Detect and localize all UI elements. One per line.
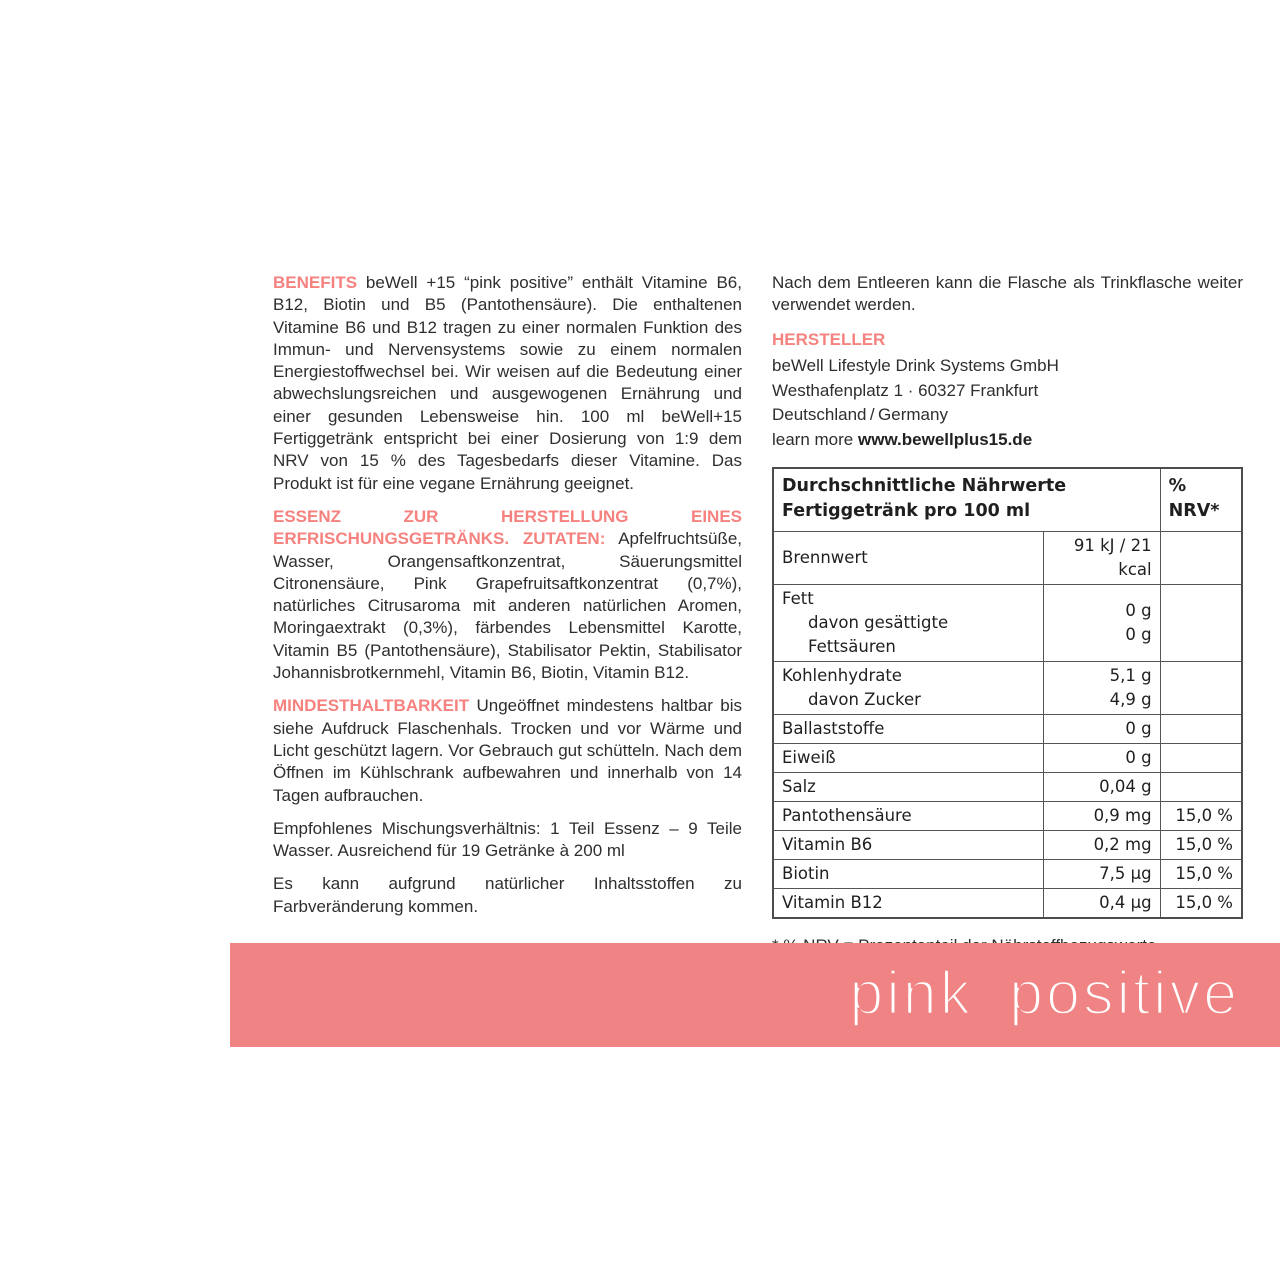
row-value: 0 g	[1125, 718, 1152, 738]
table-row-vitamin-b12	[773, 888, 1242, 918]
banner-title: pink positive	[849, 959, 1240, 1027]
bottle-reuse-paragraph: Nach dem Entleeren kann die Flasche als Trinkflasche weiter verwendet werden.	[772, 273, 1243, 315]
row-sublabel: davon gesättigte Fettsäuren	[808, 612, 949, 656]
website-url: www.bewellplus15.de	[858, 429, 1033, 449]
row-nrv: 15,0 %	[1160, 859, 1242, 888]
nrv-column-header: % NRV*	[1160, 468, 1242, 532]
row-value: 0,9 mg	[1093, 805, 1152, 825]
manufacturer-website-line	[772, 428, 1243, 453]
benefits-paragraph	[273, 272, 742, 495]
color-change-paragraph: Es kann aufgrund natürlicher Inhaltsstoffen zu Farbveränderung kommen.	[273, 874, 742, 916]
shelf-life-heading: MINDESTHALTBARKEIT	[273, 696, 470, 716]
manufacturer-country: Deutschland / Germany	[772, 405, 948, 425]
nutrition-table-title-line2: Fertiggetränk pro 100 ml	[782, 500, 1031, 521]
row-value: 0,04 g	[1099, 776, 1152, 796]
table-row-pantothensaeure	[773, 801, 1242, 830]
nutrition-table-header-row	[773, 468, 1242, 532]
mixing-ratio-paragraph: Empfohlenes Mischungsverhältnis: 1 Teil Essenz – 9 Teile Wasser. Ausreichend für 19 Getränke à 200 ml	[273, 818, 742, 861]
row-nrv	[1160, 714, 1242, 743]
pink-positive-banner	[230, 943, 1280, 1047]
nutrition-table	[772, 467, 1243, 919]
right-column	[772, 272, 1243, 968]
nutrition-table-title-cell	[773, 468, 1160, 532]
learn-more-label: learn more	[772, 429, 854, 449]
row-label: Fett	[782, 588, 814, 608]
row-label: Kohlenhydrate	[782, 665, 902, 685]
manufacturer-address: Westhafenplatz 1 · 60327 Frankfurt	[772, 380, 1039, 400]
row-value: 0,4 µg	[1099, 892, 1152, 912]
manufacturer-company: beWell Lifestyle Drink Systems GmbH	[772, 356, 1059, 376]
row-value: 0 g	[1125, 747, 1152, 767]
table-row-biotin	[773, 859, 1242, 888]
row-label: Eiweiß	[782, 747, 836, 767]
row-label: Brennwert	[782, 547, 868, 567]
row-nrv	[1160, 531, 1242, 584]
table-row-ballaststoffe	[773, 714, 1242, 743]
row-value: 0,2 mg	[1093, 834, 1152, 854]
table-row-fett	[773, 584, 1242, 661]
row-nrv	[1160, 661, 1242, 714]
row-sublabel: davon Zucker	[808, 689, 921, 709]
row-label: Vitamin B12	[782, 892, 883, 912]
row-value: 5,1 g	[1109, 665, 1152, 685]
row-value: 91 kJ / 21 kcal	[1073, 535, 1152, 579]
row-subvalue: 4,9 g	[1109, 689, 1152, 709]
table-row-vitamin-b6	[773, 830, 1242, 859]
shelf-life-text: Ungeöffnet mindestens haltbar bis siehe Aufdruck Flaschenhals. Trocken und vor Wärme und Licht geschützt lagern. Vor Gebrauch gut schütteln. Nach dem Öffnen im Kühlschrank aufbewahren und innerhalb von 14 Tagen aufbrauchen.	[273, 696, 742, 805]
table-row-brennwert	[773, 531, 1242, 584]
row-value: 7,5 µg	[1099, 863, 1152, 883]
row-nrv: 15,0 %	[1160, 888, 1242, 918]
row-label: Salz	[782, 776, 816, 796]
row-value: 0 g	[1125, 600, 1152, 620]
row-nrv	[1160, 743, 1242, 772]
nutrition-table-title-line1: Durchschnittliche Nährwerte	[782, 475, 1067, 496]
manufacturer-block	[772, 328, 1243, 453]
ingredients-paragraph	[273, 506, 742, 684]
row-nrv	[1160, 772, 1242, 801]
row-label: Vitamin B6	[782, 834, 873, 854]
ingredients-heading: ESSENZ ZUR HERSTELLUNG EINES ERFRISCHUNGSGETRÄNKS. ZUTATEN:	[273, 506, 742, 549]
table-row-kohlenhydrate	[773, 661, 1242, 714]
row-label: Pantothensäure	[782, 805, 912, 825]
benefits-heading: BENEFITS	[273, 273, 358, 292]
table-row-eiweiss	[773, 743, 1242, 772]
table-row-salz	[773, 772, 1242, 801]
row-nrv: 15,0 %	[1160, 830, 1242, 859]
row-label: Ballaststoffe	[782, 718, 885, 738]
left-column	[273, 272, 742, 929]
ingredients-text: Apfelfruchtsüße, Wasser, Orangensaftkonzentrat, Säuerungsmittel Citronensäure, Pink Grapefruitsaftkonzentrat (0,7%), natürliches Citrusaroma mit anderen natürlichen Aromen, Moringaextrakt (0,3%), färbendes Lebensmittel Karotte, Vitamin B5 (Pantothensäure), Stabilisator Pektin, Stabilisator Johannisbrotkernmehl, Vitamin B6, Biotin, Vitamin B12.	[273, 529, 742, 683]
row-label: Biotin	[782, 863, 830, 883]
benefits-text: beWell +15 “pink positive” enthält Vitamine B6, B12, Biotin und B5 (Pantothensäure). Die enthaltenen Vitamine B6 und B12 tragen zu einer normalen Funktion des Immun- und Nervensystems sowie zu einem normalen Energiestoffwechsel bei. Wir weisen auf die Bedeutung einer abwechslungsreichen und ausgewogenen Ernährung und einer gesunden Lebensweise hin. 100 ml beWell+15 Fertiggetränk entspricht bei einer Dosierung von 1:9 dem NRV von 15 % des Tagesbedarfs dieser Vitamine. Das Produkt ist für eine vegane Ernährung geeignet.	[273, 273, 742, 493]
row-nrv	[1160, 584, 1242, 661]
shelf-life-paragraph	[273, 695, 742, 806]
row-nrv: 15,0 %	[1160, 801, 1242, 830]
manufacturer-heading: HERSTELLER	[772, 329, 886, 349]
row-subvalue: 0 g	[1125, 624, 1152, 644]
